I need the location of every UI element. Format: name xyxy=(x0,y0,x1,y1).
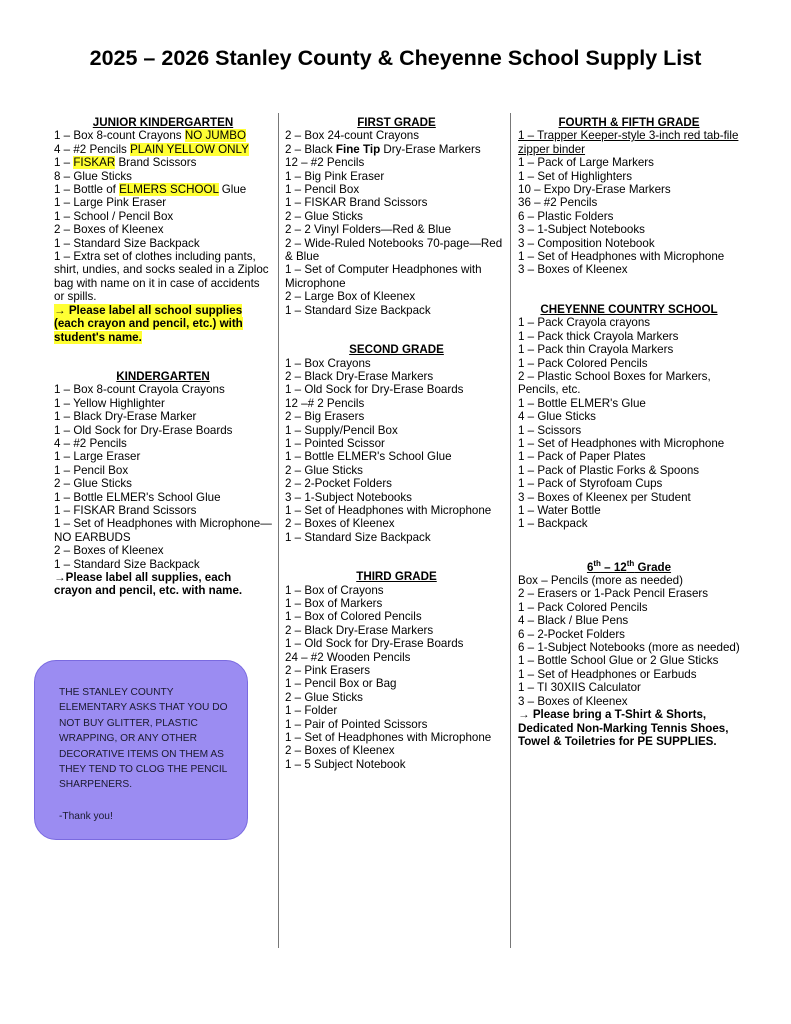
list-item: 1 – Set of Headphones with Microphone xyxy=(518,250,725,264)
list-item: 1 – Pointed Scissor xyxy=(285,436,385,450)
list-item: 2 – Glue Sticks xyxy=(285,209,363,223)
list-item: 1 – Set of Headphones with Microphone—NO EARBUDS xyxy=(54,517,272,544)
list-item: 3 – Composition Notebook xyxy=(518,236,655,250)
list-item: 2 – Pink Erasers xyxy=(285,664,371,678)
list-item: 1 – Pack Crayola crayons xyxy=(518,316,651,330)
list-item: 1 – Standard Size Backpack xyxy=(54,236,200,250)
list-item: 1 – Folder xyxy=(285,704,338,718)
list-item: 1 – Old Sock for Dry-Erase Boards xyxy=(285,637,464,651)
list-item: 1 – Large Eraser xyxy=(54,450,141,464)
list-item: 6 – 1-Subject Notebooks (more as needed) xyxy=(518,641,740,655)
list-item: 1 – Set of Computer Headphones with Microphone xyxy=(285,263,482,290)
list-item: 1 – Pencil Box xyxy=(54,463,129,477)
list-item: 1 – Pack of Paper Plates xyxy=(518,450,646,464)
list-item: 1 – Bottle of ELMERS SCHOOL Glue xyxy=(54,183,247,197)
list-item: 1 – Old Sock for Dry-Erase Boards xyxy=(54,423,233,437)
notice-thanks: -Thank you! xyxy=(59,810,113,822)
section-heading: CHEYENNE COUNTRY SCHOOL xyxy=(540,302,718,316)
column-left xyxy=(54,116,272,598)
list-item: 36 – #2 Pencils xyxy=(518,196,598,210)
list-item: 1 – Supply/Pencil Box xyxy=(285,423,398,437)
list-item: 1 – FISKAR Brand Scissors xyxy=(54,156,197,170)
list-item: 2 – Black Fine Tip Dry-Erase Markers xyxy=(285,142,481,156)
list-item: 1 – Old Sock for Dry-Erase Boards xyxy=(285,383,464,397)
section-heading: SECOND GRADE xyxy=(349,343,444,357)
list-item: 12 – #2 Pencils xyxy=(285,156,365,170)
list-item: 1 – Box 8-count Crayons NO JUMBO xyxy=(54,129,247,143)
list-item: 1 – Set of Headphones with Microphone xyxy=(518,436,725,450)
list-item: 12 –# 2 Pencils xyxy=(285,396,365,410)
list-item: 1 – Pack of Plastic Forks & Spoons xyxy=(518,463,700,477)
list-item: 1 – Box of Colored Pencils xyxy=(285,610,422,624)
list-item: 1 – Box Crayons xyxy=(285,356,371,370)
list-item: 24 – #2 Wooden Pencils xyxy=(285,650,411,664)
list-item: 1 – Water Bottle xyxy=(518,503,601,517)
highlighted-text: PLAIN YELLOW ONLY xyxy=(130,142,249,156)
list-item: 1 – Set of Headphones with Microphone xyxy=(285,731,492,745)
section-kindergarten xyxy=(54,370,272,598)
list-item: 1 – Pack Colored Pencils xyxy=(518,600,648,614)
list-item: 1 – Set of Highlighters xyxy=(518,169,633,183)
list-item: 4 – Black / Blue Pens xyxy=(518,614,629,628)
section-second-grade xyxy=(285,343,508,544)
list-item: 2 – 2-Pocket Folders xyxy=(285,477,392,491)
list-item: 1 – FISKAR Brand Scissors xyxy=(285,196,428,210)
section-cheyenne-country-school xyxy=(518,303,740,531)
list-item: 1 – Bottle School Glue or 2 Glue Sticks xyxy=(518,654,719,668)
section-heading: JUNIOR KINDERGARTEN xyxy=(92,116,234,129)
list-item: 1 – Standard Size Backpack xyxy=(54,557,200,571)
list-item: 2 – Glue Sticks xyxy=(285,690,363,704)
list-item: 1 – 5 Subject Notebook xyxy=(285,757,406,771)
list-item: 1 – Pack of Large Markers xyxy=(518,156,654,170)
list-item: 3 – Boxes of Kleenex per Student xyxy=(518,490,691,504)
list-item: 10 – Expo Dry-Erase Markers xyxy=(518,183,671,197)
list-item: 1 – TI 30XIIS Calculator xyxy=(518,681,641,695)
list-item: 2 – 2 Vinyl Folders—Red & Blue xyxy=(285,223,452,237)
list-item: 1 – Backpack xyxy=(518,517,588,531)
list-item: 1 – Black Dry-Erase Marker xyxy=(54,410,197,424)
list-item: 2 – Boxes of Kleenex xyxy=(285,744,395,758)
list-item: 1 – Extra set of clothes including pants, shirt, undies, and socks sealed in a Ziploc bag with name on it in case of accidents or spills. xyxy=(54,250,269,304)
column-divider-right xyxy=(510,113,511,948)
list-item: 2 – Glue Sticks xyxy=(54,477,132,491)
list-item: 2 – Large Box of Kleenex xyxy=(285,290,416,304)
section-first-grade xyxy=(285,116,508,317)
list-item: 1 – Box of Crayons xyxy=(285,583,384,597)
highlighted-text: FISKAR xyxy=(73,156,116,170)
section-third-grade xyxy=(285,570,508,771)
list-item: 2 – Wide-Ruled Notebooks 70-page—Red & Blue xyxy=(285,236,503,264)
list-item: 1 – Scissors xyxy=(518,423,582,437)
list-item: 1 – FISKAR Brand Scissors xyxy=(54,503,197,517)
list-item: 1 – Yellow Highlighter xyxy=(54,396,165,410)
label-note: → Please bring a T-Shirt & Shorts, Dedicated Non-Marking Tennis Shoes, Towel & Toiletries for PE SUPPLIES. xyxy=(518,708,729,748)
list-item: 4 – #2 Pencils PLAIN YELLOW ONLY xyxy=(54,142,249,156)
list-item: 1 – Pair of Pointed Scissors xyxy=(285,717,428,731)
column-right xyxy=(518,116,740,748)
list-item: 1 – Big Pink Eraser xyxy=(285,169,385,183)
list-item: 1 – Pencil Box or Bag xyxy=(285,677,397,691)
list-item: 3 – Boxes of Kleenex xyxy=(518,694,628,708)
label-note: → Please label all school supplies (each crayon and pencil, etc.) with student's name. xyxy=(54,303,243,344)
list-item: 2 – Plastic School Boxes for Markers, Pencils, etc. xyxy=(518,369,711,397)
list-item: 1 – Set of Headphones with Microphone xyxy=(285,503,492,517)
list-item: 1 – Pack thick Crayola Markers xyxy=(518,329,679,343)
list-item: 6 – 2-Pocket Folders xyxy=(518,627,625,641)
column-divider-left xyxy=(278,113,279,948)
list-item: 1 – School / Pencil Box xyxy=(54,209,174,223)
list-item: 2 – Box 24-count Crayons xyxy=(285,129,420,143)
section-fourth-fifth-grade xyxy=(518,116,740,277)
list-item: 1 – Set of Headphones or Earbuds xyxy=(518,667,697,681)
section-heading: 6th – 12th Grade xyxy=(586,558,672,574)
section-heading: FOURTH & FIFTH GRADE xyxy=(558,116,700,129)
list-item: 1 – Bottle ELMER's School Glue xyxy=(285,450,452,464)
notice-box xyxy=(34,660,248,840)
list-item: 1 – Box of Markers xyxy=(285,597,383,610)
list-item: 1 – Bottle ELMER's School Glue xyxy=(54,490,221,504)
list-item: Box – Pencils (more as needed) xyxy=(518,574,683,588)
list-item: 3 – Boxes of Kleenex xyxy=(518,263,628,277)
list-item: 1 – Large Pink Eraser xyxy=(54,196,167,210)
list-item: 2 – Boxes of Kleenex xyxy=(54,544,164,558)
list-item: 3 – 1-Subject Notebooks xyxy=(285,490,412,504)
highlighted-text: ELMERS SCHOOL xyxy=(119,183,219,197)
list-item: 4 – Glue Sticks xyxy=(518,410,596,424)
section-junior-kindergarten xyxy=(54,116,272,344)
highlighted-text: NO JUMBO xyxy=(184,129,247,143)
list-item: 2 – Black Dry-Erase Markers xyxy=(285,623,434,637)
list-item: 4 – #2 Pencils xyxy=(54,436,127,450)
list-item: 1 – Trapper Keeper-style 3-inch red tab-file zipper binder xyxy=(518,129,739,156)
list-item: 2 – Black Dry-Erase Markers xyxy=(285,369,434,383)
list-item: 3 – 1-Subject Notebooks xyxy=(518,223,645,237)
list-item: 1 – Pack of Styrofoam Cups xyxy=(518,477,663,491)
section-heading: KINDERGARTEN xyxy=(116,369,210,383)
list-item: 1 – Standard Size Backpack xyxy=(285,530,431,544)
column-middle xyxy=(285,116,508,771)
list-item: 1 – Standard Size Backpack xyxy=(285,303,431,317)
list-item: 1 – Pencil Box xyxy=(285,183,360,197)
section-heading: FIRST GRADE xyxy=(357,116,436,129)
list-item: 2 – Boxes of Kleenex xyxy=(54,223,164,237)
list-item: 8 – Glue Sticks xyxy=(54,169,132,183)
list-item: 2 – Big Erasers xyxy=(285,410,365,424)
list-item: 2 – Boxes of Kleenex xyxy=(285,517,395,531)
list-item: 1 – Bottle ELMER's Glue xyxy=(518,396,646,410)
list-item: 1 – Pack Colored Pencils xyxy=(518,356,648,370)
list-item: 1 – Box 8-count Crayola Crayons xyxy=(54,383,225,397)
list-item: 6 – Plastic Folders xyxy=(518,209,614,223)
page-title: 2025 – 2026 Stanley County & Cheyenne School Supply List xyxy=(89,46,702,70)
section-sixth-twelfth-grade xyxy=(518,557,740,749)
list-item: 2 – Erasers or 1-Pack Pencil Erasers xyxy=(518,587,709,601)
notice-text: THE STANLEY COUNTY ELEMENTARY ASKS THAT YOU DO NOT BUY GLITTER, PLASTIC WRAPPING, OR ANY OTHER DECORATIVE ITEMS ON THEM AS THEY TEND TO CLOG THE PENCIL SHARPENERS. xyxy=(59,687,228,791)
list-item: 1 – Pack thin Crayola Markers xyxy=(518,343,674,357)
list-item: 2 – Glue Sticks xyxy=(285,463,363,477)
label-note: →Please label all supplies, each crayon and pencil, etc. with name. xyxy=(54,571,243,598)
section-heading: THIRD GRADE xyxy=(356,570,437,584)
